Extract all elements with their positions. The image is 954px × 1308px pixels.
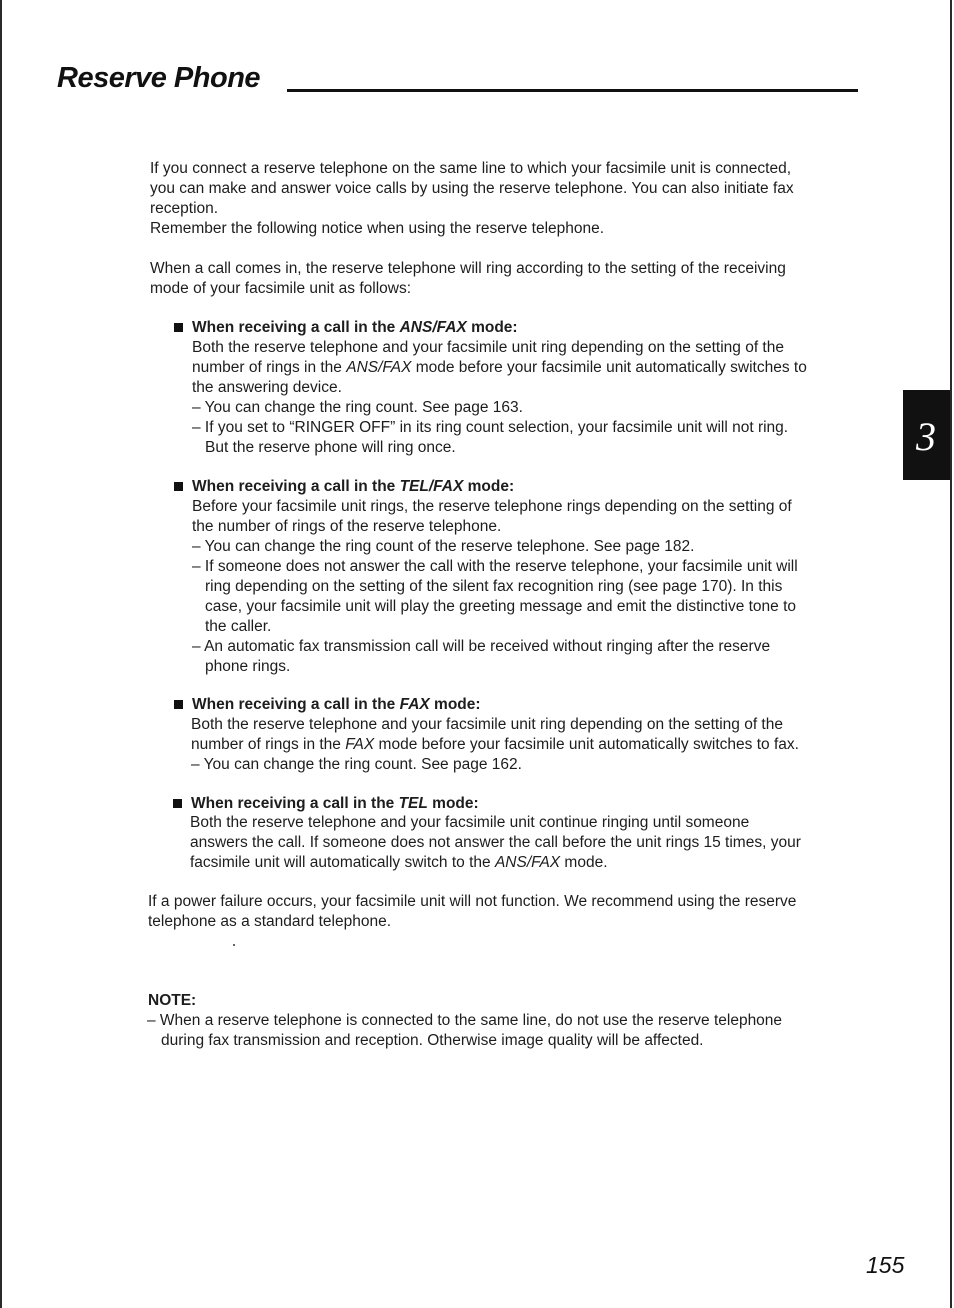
list-item: – If someone does not answer the call with the reserve telephone, your facsimile unit will xyxy=(192,558,798,575)
intro-line: Remember the following notice when using the reserve telephone. xyxy=(150,220,605,237)
section-body-fax: Both the reserve telephone and your facsimile unit ring depending on the setting of the number of rings in the FAX mode before your facsimile unit automatically switches to fax. – You can change the ring count. See page 162. xyxy=(191,716,799,773)
square-bullet-icon xyxy=(174,482,183,491)
section-heading-tel-fax: When receiving a call in the TEL/FAX mode: xyxy=(174,477,514,497)
mode-name: ANS/FAX xyxy=(494,854,561,871)
square-bullet-icon xyxy=(174,700,183,709)
section-body-tel-fax: Before your facsimile unit rings, the reserve telephone rings depending on the setting of the number of rings of the reserve telephone. – You can change the ring count of the reserve telephone. See page 182. – If someone does not answer the call with the reserve telephone, your facsimile unit will ring depending on the setting of the silent fax recognition ring (see page 170). In this case, your facsimile unit will play the greeting message and emit the distinctive tone to the caller. – An automatic fax transmission call will be received without ringing after the reserve phone rings. xyxy=(192,498,798,675)
list-item-continuation: the caller. xyxy=(205,618,272,635)
note-body: – When a reserve telephone is connected to the same line, do not use the reserve telephone during fax transmission and reception. Otherwise image quality will be affected. xyxy=(147,1012,783,1049)
ring-intro-paragraph xyxy=(150,259,786,299)
list-item-continuation: case, your facsimile unit will play the greeting message and emit the distinctive tone to xyxy=(205,598,797,615)
mode-name: ANS/FAX xyxy=(399,319,467,336)
section-body-ans-fax: Both the reserve telephone and your facsimile unit ring depending on the setting of the number of rings in the ANS/FAX mode before your facsimile unit automatically switches to the answering device. – You can change the ring count. See page 163. – If you set to “RINGER OFF” in its ring count selection, your facsimile unit will not ring. But the reserve phone will ring once. xyxy=(192,339,807,456)
chapter-number: 3 xyxy=(916,414,936,459)
list-item-continuation: But the reserve phone will ring once. xyxy=(205,439,456,456)
list-item: – You can change the ring count of the reserve telephone. See page 182. xyxy=(192,538,695,555)
square-bullet-icon xyxy=(173,799,182,808)
ring-intro-line: When a call comes in, the reserve telephone will ring according to the setting of the receiving xyxy=(150,260,786,277)
page-number: 155 xyxy=(866,1252,905,1278)
list-item-continuation: ring depending on the setting of the silent fax recognition ring (see page 170). In this xyxy=(205,578,783,595)
mode-name: TEL xyxy=(398,795,428,812)
mode-name: TEL/FAX xyxy=(399,478,464,495)
mode-name: FAX xyxy=(345,736,375,753)
mode-name: ANS/FAX xyxy=(346,359,412,376)
intro-line: reception. xyxy=(150,200,219,217)
list-item: – If you set to “RINGER OFF” in its ring count selection, your facsimile unit will not ring. xyxy=(192,419,789,436)
list-item: – You can change the ring count. See page 163. xyxy=(192,399,523,416)
list-item: – An automatic fax transmission call will be received without ringing after the reserve xyxy=(192,638,771,655)
page-left-edge xyxy=(0,0,2,1308)
power-failure-paragraph: If a power failure occurs, your facsimile unit will not function. We recommend using the reserve telephone as a standard telephone. xyxy=(148,893,797,930)
speck-mark xyxy=(233,944,235,946)
page-right-edge xyxy=(950,0,952,1308)
mode-name: FAX xyxy=(399,696,430,713)
list-item-continuation: phone rings. xyxy=(205,658,291,675)
square-bullet-icon xyxy=(174,323,183,332)
ring-intro-line: mode of your facsimile unit as follows: xyxy=(150,280,412,297)
intro-paragraph xyxy=(150,159,794,239)
note-label: NOTE: xyxy=(148,992,197,1009)
title-rule xyxy=(287,89,858,92)
page-title: Reserve Phone xyxy=(57,62,261,94)
intro-line: you can make and answer voice calls by using the reserve telephone. You can also initiate fax xyxy=(150,180,794,197)
section-heading-tel: When receiving a call in the TEL mode: xyxy=(173,794,479,814)
intro-line: If you connect a reserve telephone on the same line to which your facsimile unit is connected, xyxy=(150,160,792,177)
section-heading-ans-fax: When receiving a call in the ANS/FAX mode: xyxy=(174,318,518,338)
list-item: – You can change the ring count. See page 162. xyxy=(191,756,522,773)
section-heading-fax: When receiving a call in the FAX mode: xyxy=(174,695,481,715)
section-body-tel: Both the reserve telephone and your facsimile unit continue ringing until someone answers the call. If someone does not answer the call before the unit rings 15 times, your facsimile unit will automatically switch to the ANS/FAX mode. xyxy=(190,814,801,871)
